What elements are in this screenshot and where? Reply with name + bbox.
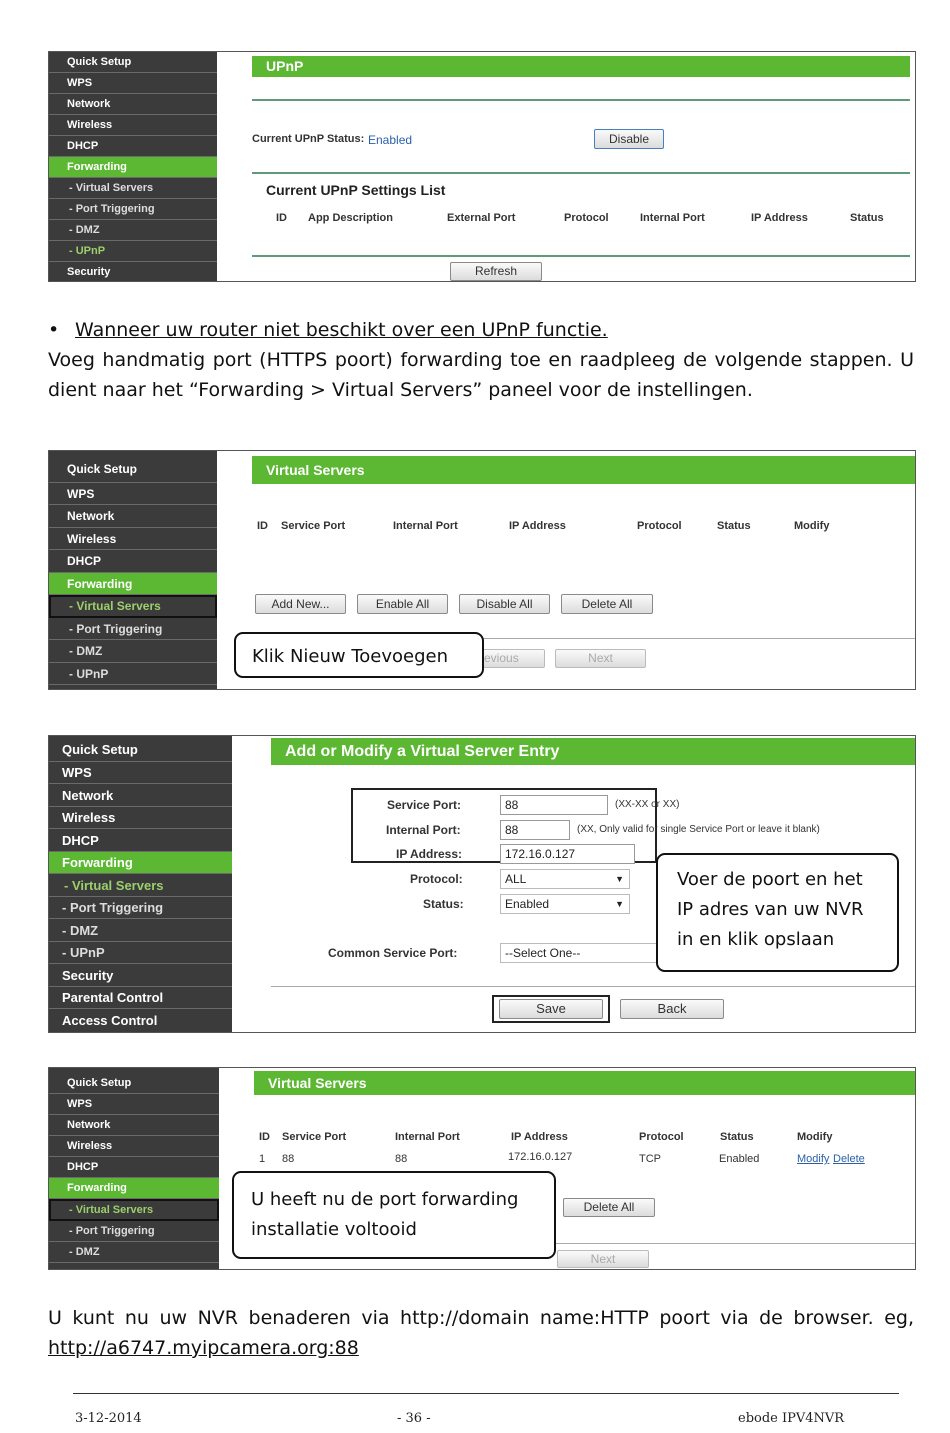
previous-button[interactable]: evious — [481, 649, 545, 668]
internal-port-label: Internal Port: — [386, 823, 461, 837]
sidebar-item-wps[interactable]: WPS — [49, 1094, 219, 1115]
column-status: Status — [720, 1131, 754, 1143]
footer-date: 3-12-2014 — [75, 1411, 142, 1426]
sidebar-item-upnp[interactable]: - UPnP — [49, 241, 217, 262]
internal-port-input[interactable]: 88 — [500, 820, 570, 840]
sidebar-item-dhcp[interactable]: DHCP — [49, 550, 217, 573]
enable-all-button[interactable]: Enable All — [357, 594, 448, 614]
column-status: Status — [717, 520, 751, 532]
sidebar-item-virtual-servers[interactable]: - Virtual Servers — [49, 595, 217, 618]
ip-address-label: IP Address: — [396, 847, 463, 861]
chevron-down-icon: ▼ — [615, 874, 624, 884]
column-service-port: Service Port — [281, 520, 346, 532]
sidebar-item-quick-setup[interactable]: Quick Setup — [49, 736, 232, 762]
callout-add-new — [234, 632, 484, 678]
column-ip-address: IP Address — [509, 520, 566, 532]
sidebar-item-virtual-servers[interactable]: - Virtual Servers — [49, 178, 217, 199]
callout-completed — [232, 1171, 556, 1259]
footer-divider — [73, 1393, 899, 1394]
sidebar-item-forwarding[interactable]: Forwarding — [49, 573, 217, 595]
sidebar-item-access-control[interactable]: Access Control — [49, 1009, 232, 1033]
router-sidebar — [49, 52, 217, 281]
row-internal-port: 88 — [395, 1153, 408, 1165]
common-service-port-label: Common Service Port: — [328, 946, 458, 960]
callout-text: Klik Nieuw Toevoegen — [252, 646, 449, 667]
footer-product: ebode IPV4NVR — [738, 1411, 845, 1426]
bullet-dot: • — [48, 319, 60, 341]
sidebar-item-port-triggering[interactable]: - Port Triggering — [49, 1221, 219, 1242]
sidebar-item-port-triggering[interactable]: - Port Triggering — [49, 199, 217, 220]
ip-address-input[interactable]: 172.16.0.127 — [500, 844, 635, 864]
sidebar-item-wps[interactable]: WPS — [49, 762, 232, 784]
sidebar-item-dhcp[interactable]: DHCP — [49, 136, 217, 157]
page-title: UPnP — [252, 56, 910, 77]
delete-all-button[interactable]: Delete All — [563, 1198, 655, 1217]
status-select[interactable] — [500, 894, 630, 914]
page-title: Virtual Servers — [252, 456, 916, 484]
disable-button[interactable]: Disable — [594, 129, 664, 149]
column-status: Status — [850, 212, 884, 224]
back-button[interactable]: Back — [620, 999, 724, 1019]
sidebar-item-quick-setup[interactable]: Quick Setup — [49, 52, 217, 73]
sidebar-item-forwarding[interactable]: Forwarding — [49, 157, 217, 178]
sidebar-item-security[interactable]: Security — [49, 964, 232, 987]
next-button[interactable]: Next — [555, 649, 646, 668]
sidebar-item-dhcp[interactable]: DHCP — [49, 1157, 219, 1178]
sidebar-item-forwarding[interactable]: Forwarding — [49, 1178, 219, 1199]
row-ip-address: 172.16.0.127 — [508, 1151, 573, 1163]
column-service-port: Service Port — [282, 1131, 347, 1143]
sidebar-item-parental-control[interactable]: Parental Control — [49, 987, 232, 1009]
callout-line-2: IP adres van uw NVR — [677, 899, 864, 920]
sidebar-item-quick-setup[interactable]: Quick Setup — [49, 451, 217, 483]
sidebar-item-port-triggering[interactable]: - Port Triggering — [49, 897, 232, 919]
sidebar-item-virtual-servers[interactable]: - Virtual Servers — [49, 1199, 219, 1221]
sidebar-item-wireless[interactable]: Wireless — [49, 1136, 219, 1157]
router-sidebar — [49, 451, 217, 689]
sidebar-item-wps[interactable]: WPS — [49, 73, 217, 94]
status-value: Enabled — [505, 897, 550, 911]
callout-line-2: installatie voltooid — [251, 1219, 417, 1240]
column-id: ID — [259, 1131, 270, 1143]
column-external-port: External Port — [447, 212, 516, 224]
sidebar-item-wireless[interactable]: Wireless — [49, 528, 217, 550]
upnp-status-label: Current UPnP Status: — [252, 133, 365, 145]
divider — [271, 986, 916, 987]
protocol-label: Protocol: — [410, 872, 463, 886]
status-label: Status: — [423, 897, 464, 911]
common-service-port-select[interactable]: --Select One-- — [500, 943, 660, 963]
callout-enter-port — [656, 853, 899, 972]
sidebar-item-upnp[interactable]: - UPnP — [49, 663, 217, 685]
callout-line-1: U heeft nu de port forwarding — [251, 1189, 519, 1210]
add-new-button[interactable]: Add New... — [255, 594, 346, 614]
sidebar-item-network[interactable]: Network — [49, 1115, 219, 1136]
column-protocol: Protocol — [637, 520, 682, 532]
delete-link[interactable]: Delete — [833, 1153, 865, 1165]
page-title: Virtual Servers — [254, 1071, 916, 1095]
sidebar-item-network[interactable]: Network — [49, 784, 232, 807]
column-modify: Modify — [797, 1131, 833, 1143]
service-port-hint: (XX-XX or XX) — [615, 799, 680, 810]
bullet-text: Wanneer uw router niet beschikt over een UPnP functie. — [75, 319, 608, 341]
divider — [252, 172, 910, 174]
sidebar-item-wps[interactable]: WPS — [49, 483, 217, 505]
sidebar-item-network[interactable]: Network — [49, 505, 217, 528]
sidebar-item-wireless[interactable]: Wireless — [49, 807, 232, 829]
disable-all-button[interactable]: Disable All — [459, 594, 550, 614]
next-button[interactable]: Next — [557, 1250, 649, 1268]
delete-all-button[interactable]: Delete All — [561, 594, 653, 614]
sidebar-item-dmz[interactable]: - DMZ — [49, 919, 232, 942]
chevron-down-icon: ▼ — [615, 899, 624, 909]
page-title: Add or Modify a Virtual Server Entry — [271, 738, 916, 765]
paragraph-line-1: Voeg handmatig port (HTTPS poort) forwarding toe en raadpleeg de volgende stappen. U — [48, 349, 914, 371]
router-sidebar — [49, 1068, 219, 1269]
sidebar-item-security[interactable]: Security — [49, 262, 217, 282]
closing-link[interactable]: http://a6747.myipcamera.org:88 — [48, 1337, 359, 1359]
column-app-description: App Description — [308, 212, 393, 224]
internal-port-hint: (XX, Only valid for single Service Port or leave it blank) — [577, 824, 820, 835]
sidebar-item-port-triggering[interactable]: - Port Triggering — [49, 618, 217, 640]
settings-list-title: Current UPnP Settings List — [266, 182, 446, 198]
sidebar-item-network[interactable]: Network — [49, 94, 217, 115]
modify-link[interactable]: Modify — [797, 1153, 830, 1165]
divider — [252, 255, 910, 257]
sidebar-item-dmz[interactable]: - DMZ — [49, 220, 217, 241]
protocol-value: ALL — [505, 872, 527, 886]
column-id: ID — [257, 520, 268, 532]
sidebar-item-wireless[interactable]: Wireless — [49, 115, 217, 136]
sidebar-item-dhcp[interactable]: DHCP — [49, 829, 232, 852]
service-port-input[interactable]: 88 — [500, 795, 608, 815]
column-internal-port: Internal Port — [393, 520, 458, 532]
footer-page-number: - 36 - — [397, 1411, 431, 1426]
upnp-screenshot — [48, 51, 916, 282]
closing-line-1: U kunt nu uw NVR benaderen via http://domain name:HTTP poort via de browser. eg, — [48, 1307, 914, 1329]
sidebar-item-dmz[interactable]: - DMZ — [49, 1242, 219, 1263]
row-service-port: 88 — [282, 1153, 295, 1165]
sidebar-item-dmz[interactable]: - DMZ — [49, 640, 217, 663]
callout-line-1: Voer de poort en het — [677, 869, 863, 890]
row-status: Enabled — [719, 1153, 760, 1165]
divider — [252, 99, 910, 101]
sidebar-item-quick-setup[interactable]: Quick Setup — [49, 1068, 219, 1094]
column-id: ID — [276, 212, 287, 224]
refresh-button[interactable]: Refresh — [450, 262, 542, 281]
upnp-status-value: Enabled — [368, 133, 413, 147]
column-modify: Modify — [794, 520, 830, 532]
row-protocol: TCP — [639, 1153, 661, 1165]
column-internal-port: Internal Port — [395, 1131, 460, 1143]
column-ip-address: IP Address — [511, 1131, 568, 1143]
column-internal-port: Internal Port — [640, 212, 705, 224]
sidebar-item-upnp[interactable]: - UPnP — [49, 942, 232, 964]
sidebar-item-forwarding[interactable]: Forwarding — [49, 852, 232, 874]
callout-line-3: in en klik opslaan — [677, 929, 835, 950]
save-button[interactable]: Save — [499, 999, 603, 1019]
service-port-label: Service Port: — [387, 798, 462, 812]
router-sidebar — [49, 736, 232, 1032]
row-id: 1 — [259, 1153, 266, 1165]
sidebar-item-virtual-servers[interactable]: - Virtual Servers — [49, 874, 232, 897]
column-protocol: Protocol — [564, 212, 609, 224]
column-protocol: Protocol — [639, 1131, 684, 1143]
column-ip-address: IP Address — [751, 212, 808, 224]
paragraph-line-2: dient naar het “Forwarding > Virtual Servers” paneel voor de instellingen. — [48, 379, 753, 401]
protocol-select[interactable] — [500, 869, 630, 889]
